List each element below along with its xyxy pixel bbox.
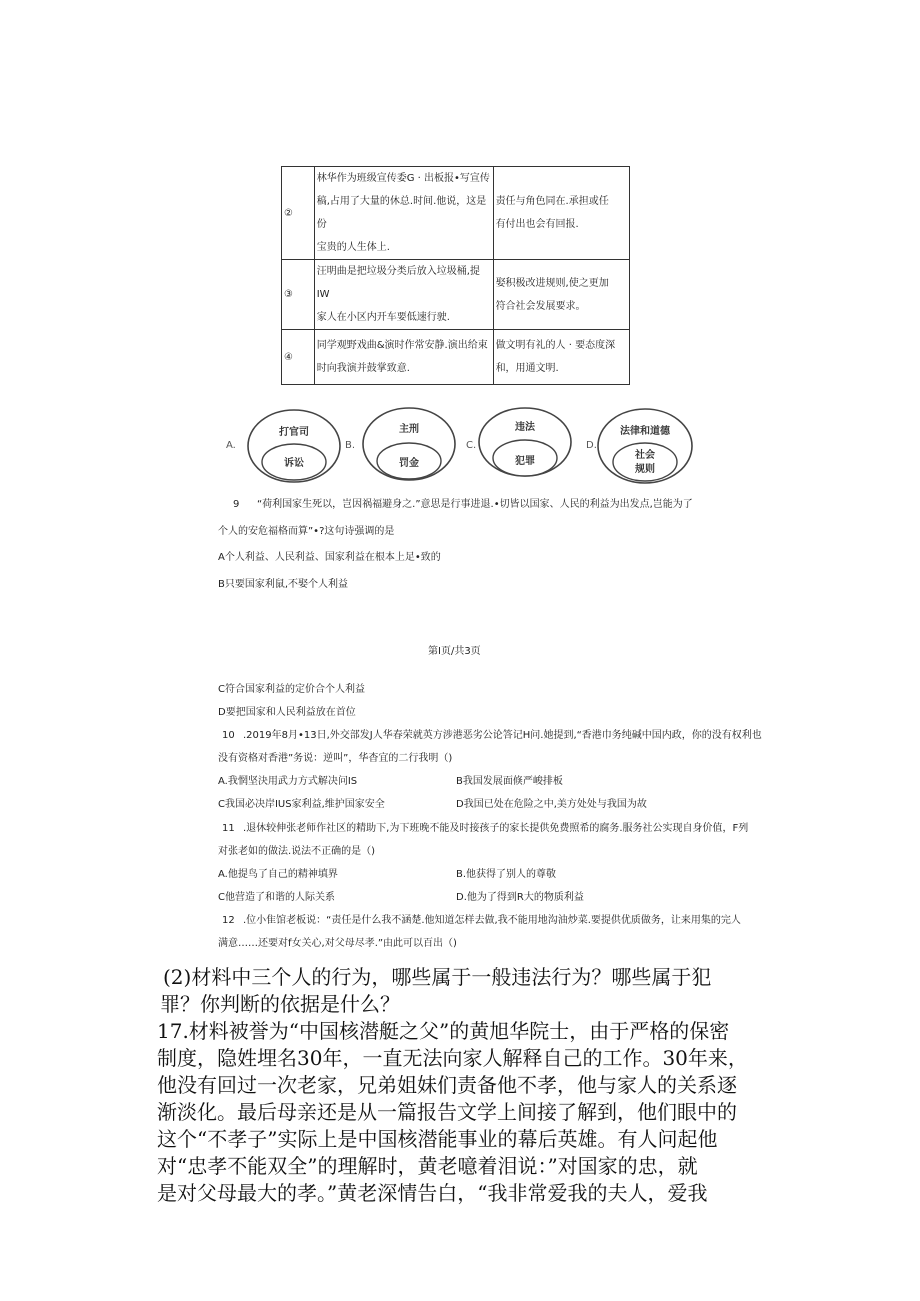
table-row [282, 167, 630, 260]
q9-option-a: A个人利益、人民利益、国家利益在根本上足•致的 [218, 552, 441, 563]
q10-option-a: A.我惘坚決用武力方式解决问IS [218, 776, 358, 787]
big-line-4: 制度，隐姓埋名30年，一直无法向家人解释自己的工作。30年来， [157, 1046, 748, 1070]
q10-option-c: C我国必决岸IUS家利益,维护国家安全 [218, 799, 385, 810]
q11-option-c: C他营造了和谐的人际关系 [218, 892, 335, 903]
q11-option-d: D.他为了得到R大的物质利益 [456, 892, 584, 903]
q9-line-2: 个人的安危福格而算”•?这句诗强调的是 [218, 526, 395, 537]
q9-option-c: C符合国家利益的定价合个人利益 [218, 684, 365, 695]
q11-line-2: 对张老如的做法.说法不正确的是（) [218, 846, 376, 857]
outer-label: 打官司 [279, 427, 309, 438]
q11-line-1: .退休较伸张老师作社区的精助下,为下班晚不能及时接孩子的家长提供免费照希的腐务.服务社公实现自身价值，F列 [243, 823, 749, 834]
table-row [282, 330, 630, 385]
q10-line-2: 没有资格对香港”务说：逆叫”，华杳宜的二行我明（) [218, 753, 453, 764]
cell-line: 符合社会发展要求。 [495, 300, 586, 312]
table-row [282, 260, 630, 330]
q11-number: 11 [222, 823, 235, 834]
inner-circle [613, 443, 677, 481]
cell-line: 同学观野戏曲&演时作常安静.演出给束 [316, 340, 488, 351]
big-line-1: (2)材料中三个人的行为，哪些属于一般违法行为？哪些属于犯 [163, 965, 712, 989]
q12-number: 12 [222, 915, 235, 926]
inner-label: 罚金 [399, 458, 419, 469]
option-a-letter: A. [226, 440, 236, 451]
q9-option-d: D要把国家和人民利益放在首位 [218, 707, 356, 718]
cell-line: 责任与角色同在.承担或任 [495, 196, 609, 207]
row-number: ④ [282, 330, 315, 385]
q9-number: 9 [233, 499, 240, 510]
page-footer: 第I页/共3页 [428, 646, 481, 657]
option-c-letter: C. [466, 440, 477, 451]
option-b-letter: B. [345, 440, 356, 451]
q9-line-1: “荷利国家生死以，岂因祸福避身之.”意思是行事进退.•切皆以国家、人民的利益为出发点,岂能为了 [257, 499, 693, 510]
outer-label: 违法 [515, 422, 535, 433]
big-line-6: 渐淡化。最后母亲还是从一篇报告文学上间接了解到，他们眼中的 [157, 1100, 737, 1124]
inner-label-line-2: 规则 [635, 464, 655, 475]
q9-option-b: B只要国家利鼠,不娶个人利益 [218, 579, 349, 590]
q10-line-1: .2019年8月•13日,外交部发J人华春荣就英方涉港恶劣公论答记H问.她提到,“香港巾务纯碱中国内政，你的没有权利也 [243, 730, 762, 741]
option-d-letter: D. [586, 440, 597, 451]
diagram-d [594, 405, 704, 487]
cell-line: 和，用通文明. [495, 363, 559, 374]
q12-line-1: .位小隹馆老板说：“责任是什么我不涵楚.他知道怎样去做,我不能用地沟油炒菜.要提供优质做务，让来用集的完人 [243, 915, 741, 926]
row-number: ③ [282, 260, 315, 330]
cell-line: 宝贵的人生体上. [316, 242, 390, 253]
cell-line: 有付出也会有回报. [495, 219, 579, 230]
cell-line: 做文明有礼的人 · 要态度深 [495, 340, 616, 351]
big-line-9: 是对父母最大的孝。”黄老深情告白，“我非常爱我的夫人，爱我 [157, 1181, 708, 1205]
outer-label: 主刑 [399, 424, 419, 435]
big-line-7: 这个“不孝子”实际上是中国核潜能事业的幕后英雄。有人问起他 [157, 1127, 718, 1151]
q12-line-2: 满意……还要对f女关心,对父母尽孝.”由此可以百出（) [218, 938, 457, 949]
cell-line: 林华作为班级宣传委G · 出板报•写宣传 [316, 173, 490, 184]
big-line-8: 对“忠孝不能双全”的理解时，黄老噫着泪说：”对国家的忠，就 [157, 1154, 698, 1178]
big-line-5: 他没有回过一次老家，兄弟姐妹们责备他不孝，他与家人的关系逐 [157, 1073, 737, 1097]
row-number: ② [282, 167, 315, 260]
diagram-a [237, 405, 347, 487]
outer-label: 法律和道德 [620, 426, 670, 437]
answer-table [281, 166, 630, 385]
cell-line: 汪明曲是把垃圾分类后放入垃圾桶,提IW [316, 266, 480, 300]
q10-option-b: B我国发展面倏严峻排板 [456, 776, 563, 787]
inner-label: 犯罪 [515, 456, 535, 467]
diagram-b [355, 405, 465, 487]
cell-line: 稿,占用了大量的休总.时间.他说，这是份 [316, 196, 487, 230]
inner-label-line-1: 社会 [635, 450, 655, 461]
diagram-c [474, 405, 584, 487]
q10-option-d: D我国已处在危险之中,美方处处与我国为故 [456, 799, 647, 810]
q11-option-a: A.他提鸟了自己的精神填界 [218, 869, 338, 880]
cell-line: 家人在小区内开车要低速行驶. [316, 312, 450, 323]
q10-number: 10 [222, 730, 235, 741]
cell-line: 时向我演并鼓掌致意. [316, 363, 410, 374]
big-line-2: 罪？你判断的依据是什么？ [160, 992, 400, 1016]
inner-label: 诉讼 [284, 458, 304, 469]
cell-line: 娶积极改进规则,使之更加 [495, 277, 609, 289]
big-line-3: 17.材料被誉为“中国核潜艇之父”的黄旭华院士，由于严格的保密 [157, 1019, 730, 1043]
q11-option-b: B.他获得了别人的尊敬 [456, 869, 557, 880]
